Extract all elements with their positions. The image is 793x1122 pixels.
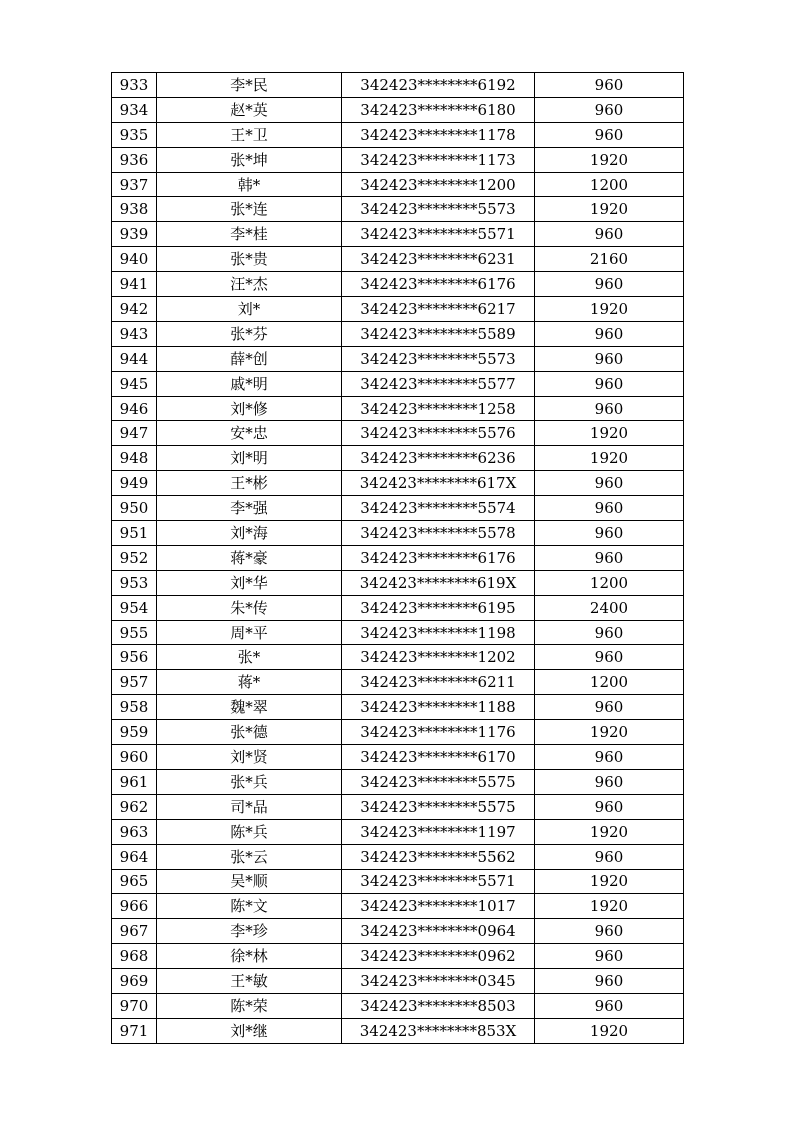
- table-row: [112, 446, 684, 471]
- id-number-cell: 342423********617X: [342, 471, 535, 496]
- table-row: [112, 321, 684, 346]
- table-row: [112, 819, 684, 844]
- amount-cell: 960: [535, 695, 684, 720]
- amount-cell: 960: [535, 794, 684, 819]
- amount-cell: 2160: [535, 247, 684, 272]
- id-number-cell: 342423********0345: [342, 969, 535, 994]
- amount-cell: 960: [535, 122, 684, 147]
- table-row: [112, 73, 684, 98]
- id-number-cell: 342423********6176: [342, 545, 535, 570]
- row-number-cell: 953: [112, 570, 157, 595]
- table-row: [112, 122, 684, 147]
- id-number-cell: 342423********1258: [342, 396, 535, 421]
- id-number-cell: 342423********6211: [342, 670, 535, 695]
- name-cell: 陈*荣: [157, 993, 342, 1018]
- id-number-cell: 342423********5575: [342, 769, 535, 794]
- row-number-cell: 950: [112, 496, 157, 521]
- amount-cell: 1200: [535, 570, 684, 595]
- name-cell: 张*: [157, 645, 342, 670]
- name-cell: 刘*海: [157, 521, 342, 546]
- row-number-cell: 940: [112, 247, 157, 272]
- row-number-cell: 966: [112, 894, 157, 919]
- table-row: [112, 396, 684, 421]
- row-number-cell: 948: [112, 446, 157, 471]
- table-row: [112, 297, 684, 322]
- id-number-cell: 342423********5573: [342, 346, 535, 371]
- table-row: [112, 247, 684, 272]
- id-number-cell: 342423********6195: [342, 595, 535, 620]
- name-cell: 朱*传: [157, 595, 342, 620]
- amount-cell: 960: [535, 272, 684, 297]
- name-cell: 魏*翠: [157, 695, 342, 720]
- name-cell: 安*忠: [157, 421, 342, 446]
- amount-cell: 1920: [535, 197, 684, 222]
- name-cell: 张*德: [157, 720, 342, 745]
- id-number-cell: 342423********6170: [342, 745, 535, 770]
- id-number-cell: 342423********5573: [342, 197, 535, 222]
- amount-cell: 960: [535, 993, 684, 1018]
- row-number-cell: 951: [112, 521, 157, 546]
- amount-cell: 960: [535, 496, 684, 521]
- table-row: [112, 421, 684, 446]
- id-number-cell: 342423********6176: [342, 272, 535, 297]
- id-number-cell: 342423********5571: [342, 222, 535, 247]
- name-cell: 周*平: [157, 620, 342, 645]
- amount-cell: 960: [535, 321, 684, 346]
- name-cell: 赵*英: [157, 97, 342, 122]
- id-number-cell: 342423********6192: [342, 73, 535, 98]
- amount-cell: 960: [535, 471, 684, 496]
- amount-cell: 960: [535, 969, 684, 994]
- row-number-cell: 959: [112, 720, 157, 745]
- row-number-cell: 935: [112, 122, 157, 147]
- id-number-cell: 342423********5574: [342, 496, 535, 521]
- row-number-cell: 956: [112, 645, 157, 670]
- row-number-cell: 937: [112, 172, 157, 197]
- table-row: [112, 695, 684, 720]
- name-cell: 刘*修: [157, 396, 342, 421]
- row-number-cell: 945: [112, 371, 157, 396]
- table-row: [112, 670, 684, 695]
- table-row: [112, 197, 684, 222]
- table-row: [112, 969, 684, 994]
- row-number-cell: 971: [112, 1018, 157, 1043]
- amount-cell: 960: [535, 645, 684, 670]
- name-cell: 张*芬: [157, 321, 342, 346]
- id-number-cell: 342423********1198: [342, 620, 535, 645]
- name-cell: 刘*继: [157, 1018, 342, 1043]
- id-number-cell: 342423********6217: [342, 297, 535, 322]
- name-cell: 韩*: [157, 172, 342, 197]
- table-row: [112, 620, 684, 645]
- id-number-cell: 342423********619X: [342, 570, 535, 595]
- name-cell: 吴*顺: [157, 869, 342, 894]
- amount-cell: 1920: [535, 819, 684, 844]
- amount-cell: 1920: [535, 147, 684, 172]
- row-number-cell: 933: [112, 73, 157, 98]
- amount-cell: 1920: [535, 297, 684, 322]
- amount-cell: 1920: [535, 894, 684, 919]
- amount-cell: 2400: [535, 595, 684, 620]
- row-number-cell: 944: [112, 346, 157, 371]
- table-row: [112, 471, 684, 496]
- row-number-cell: 941: [112, 272, 157, 297]
- amount-cell: 960: [535, 346, 684, 371]
- table-row: [112, 521, 684, 546]
- id-number-cell: 342423********1017: [342, 894, 535, 919]
- table-row: [112, 545, 684, 570]
- amount-cell: 960: [535, 521, 684, 546]
- name-cell: 王*卫: [157, 122, 342, 147]
- table-row: [112, 919, 684, 944]
- amount-cell: 960: [535, 745, 684, 770]
- amount-cell: 960: [535, 73, 684, 98]
- id-number-cell: 342423********1197: [342, 819, 535, 844]
- name-cell: 蒋*豪: [157, 545, 342, 570]
- row-number-cell: 958: [112, 695, 157, 720]
- id-number-cell: 342423********0964: [342, 919, 535, 944]
- row-number-cell: 967: [112, 919, 157, 944]
- name-cell: 陈*文: [157, 894, 342, 919]
- id-number-cell: 342423********1200: [342, 172, 535, 197]
- amount-cell: 960: [535, 371, 684, 396]
- table-row: [112, 595, 684, 620]
- amount-cell: 1920: [535, 720, 684, 745]
- row-number-cell: 942: [112, 297, 157, 322]
- id-number-cell: 342423********1176: [342, 720, 535, 745]
- table-row: [112, 1018, 684, 1043]
- name-cell: 张*贵: [157, 247, 342, 272]
- amount-cell: 960: [535, 844, 684, 869]
- table-row: [112, 794, 684, 819]
- row-number-cell: 970: [112, 993, 157, 1018]
- row-number-cell: 943: [112, 321, 157, 346]
- name-cell: 李*民: [157, 73, 342, 98]
- name-cell: 陈*兵: [157, 819, 342, 844]
- id-number-cell: 342423********5589: [342, 321, 535, 346]
- table-row: [112, 844, 684, 869]
- row-number-cell: 968: [112, 944, 157, 969]
- name-cell: 王*敏: [157, 969, 342, 994]
- table-row: [112, 570, 684, 595]
- table-row: [112, 371, 684, 396]
- row-number-cell: 947: [112, 421, 157, 446]
- id-number-cell: 342423********5577: [342, 371, 535, 396]
- name-cell: 薛*创: [157, 346, 342, 371]
- row-number-cell: 961: [112, 769, 157, 794]
- row-number-cell: 949: [112, 471, 157, 496]
- amount-cell: 960: [535, 944, 684, 969]
- table-row: [112, 645, 684, 670]
- name-cell: 李*强: [157, 496, 342, 521]
- amount-cell: 1920: [535, 1018, 684, 1043]
- row-number-cell: 957: [112, 670, 157, 695]
- table-row: [112, 496, 684, 521]
- table-row: [112, 147, 684, 172]
- row-number-cell: 952: [112, 545, 157, 570]
- table-row: [112, 720, 684, 745]
- table-row: [112, 97, 684, 122]
- row-number-cell: 938: [112, 197, 157, 222]
- table-body: [112, 73, 684, 1044]
- table-row: [112, 346, 684, 371]
- data-table-container: [111, 72, 683, 1044]
- row-number-cell: 955: [112, 620, 157, 645]
- id-number-cell: 342423********1188: [342, 695, 535, 720]
- amount-cell: 960: [535, 396, 684, 421]
- table-row: [112, 172, 684, 197]
- row-number-cell: 954: [112, 595, 157, 620]
- row-number-cell: 939: [112, 222, 157, 247]
- table-row: [112, 222, 684, 247]
- amount-cell: 960: [535, 97, 684, 122]
- row-number-cell: 946: [112, 396, 157, 421]
- amount-cell: 1200: [535, 172, 684, 197]
- name-cell: 张*连: [157, 197, 342, 222]
- amount-cell: 960: [535, 620, 684, 645]
- name-cell: 李*桂: [157, 222, 342, 247]
- amount-cell: 960: [535, 545, 684, 570]
- id-number-cell: 342423********6231: [342, 247, 535, 272]
- table-row: [112, 894, 684, 919]
- id-number-cell: 342423********1178: [342, 122, 535, 147]
- id-number-cell: 342423********1173: [342, 147, 535, 172]
- id-number-cell: 342423********1202: [342, 645, 535, 670]
- id-number-cell: 342423********0962: [342, 944, 535, 969]
- name-cell: 司*品: [157, 794, 342, 819]
- id-number-cell: 342423********6236: [342, 446, 535, 471]
- name-cell: 汪*杰: [157, 272, 342, 297]
- row-number-cell: 962: [112, 794, 157, 819]
- table-row: [112, 869, 684, 894]
- id-number-cell: 342423********5576: [342, 421, 535, 446]
- row-number-cell: 964: [112, 844, 157, 869]
- name-cell: 刘*: [157, 297, 342, 322]
- table-row: [112, 745, 684, 770]
- name-cell: 王*彬: [157, 471, 342, 496]
- amount-cell: 1920: [535, 869, 684, 894]
- id-number-cell: 342423********5578: [342, 521, 535, 546]
- name-cell: 蒋*: [157, 670, 342, 695]
- row-number-cell: 969: [112, 969, 157, 994]
- name-cell: 戚*明: [157, 371, 342, 396]
- amount-cell: 1920: [535, 446, 684, 471]
- row-number-cell: 960: [112, 745, 157, 770]
- table-row: [112, 993, 684, 1018]
- amount-cell: 1200: [535, 670, 684, 695]
- name-cell: 刘*贤: [157, 745, 342, 770]
- id-number-cell: 342423********6180: [342, 97, 535, 122]
- name-cell: 徐*林: [157, 944, 342, 969]
- amount-cell: 960: [535, 222, 684, 247]
- id-number-cell: 342423********8503: [342, 993, 535, 1018]
- data-table: [111, 72, 684, 1044]
- id-number-cell: 342423********5571: [342, 869, 535, 894]
- amount-cell: 960: [535, 919, 684, 944]
- name-cell: 刘*华: [157, 570, 342, 595]
- amount-cell: 960: [535, 769, 684, 794]
- name-cell: 张*兵: [157, 769, 342, 794]
- name-cell: 刘*明: [157, 446, 342, 471]
- table-row: [112, 944, 684, 969]
- table-row: [112, 769, 684, 794]
- id-number-cell: 342423********5575: [342, 794, 535, 819]
- row-number-cell: 934: [112, 97, 157, 122]
- id-number-cell: 342423********853X: [342, 1018, 535, 1043]
- row-number-cell: 963: [112, 819, 157, 844]
- row-number-cell: 936: [112, 147, 157, 172]
- amount-cell: 1920: [535, 421, 684, 446]
- name-cell: 李*珍: [157, 919, 342, 944]
- row-number-cell: 965: [112, 869, 157, 894]
- name-cell: 张*坤: [157, 147, 342, 172]
- id-number-cell: 342423********5562: [342, 844, 535, 869]
- table-row: [112, 272, 684, 297]
- name-cell: 张*云: [157, 844, 342, 869]
